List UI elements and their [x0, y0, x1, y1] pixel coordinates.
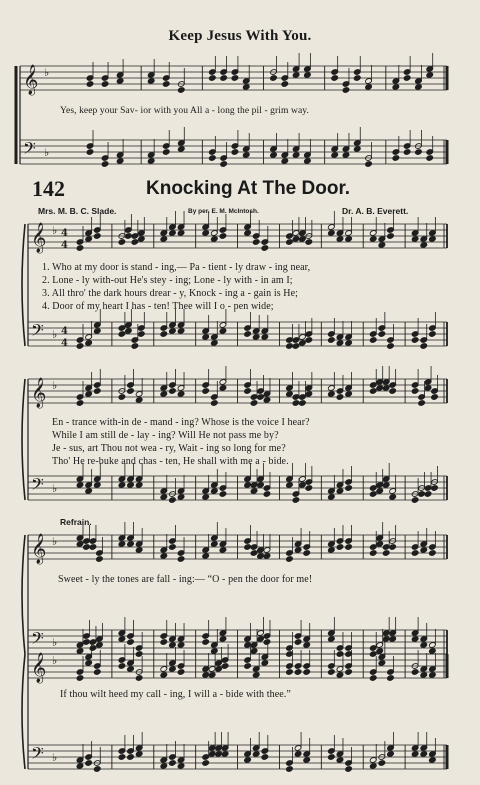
words-credit: Mrs. M. B. C. Slade.: [38, 206, 117, 216]
svg-text:♭: ♭: [52, 379, 58, 392]
svg-text:♭: ♭: [52, 636, 58, 649]
previous-hymn-title: Keep Jesus With You.: [168, 28, 312, 44]
svg-text:𝄞: 𝄞: [31, 653, 47, 683]
lyric-line: If thou wilt heed my call - ing, I will a - bide with thee.”: [60, 689, 291, 700]
hymn-title: Knocking At The Door.: [146, 178, 351, 199]
lyric-line: 1. Who at my door is stand - ing,— Pa - tient - ly draw - ing near,: [42, 262, 311, 273]
lyric-line: 2. Lone - ly with-out He's stey - ing; Lone - ly with - in am I;: [42, 275, 293, 286]
lyric-line: 4. Door of my heart I has - ten! Thee will I o - pen wide;: [42, 301, 274, 312]
permission-credit: By per. E. M. McIntosh.: [188, 208, 259, 215]
svg-text:𝄞: 𝄞: [23, 65, 39, 95]
hymn-number: 142: [32, 176, 65, 201]
svg-text:4: 4: [61, 338, 68, 349]
svg-text:♭: ♭: [52, 224, 58, 237]
lyric-line: Je - sus, art Thou not wea - ry, Wait - ing so long for me?: [52, 443, 286, 454]
svg-text:𝄢: 𝄢: [31, 320, 44, 344]
previous-hymn-lyric: Yes, keep your Sav- ior with you All a - long the pil - grim way.: [60, 106, 309, 116]
svg-text:𝄢: 𝄢: [31, 743, 44, 767]
svg-text:𝄞: 𝄞: [31, 378, 47, 408]
svg-text:𝄢: 𝄢: [23, 138, 36, 162]
svg-text:♭: ♭: [44, 146, 50, 159]
svg-text:𝄢: 𝄢: [31, 474, 44, 498]
svg-text:♭: ♭: [52, 482, 58, 495]
lyric-line: Sweet - ly the tones are fall - ing:— “O - pen the door for me!: [58, 574, 313, 585]
svg-text:4: 4: [61, 240, 68, 251]
svg-text:4: 4: [61, 228, 68, 239]
lyric-line: 3. All thro' the dark hours drear - y, Knock - ing a - gain is He;: [42, 288, 299, 299]
svg-text:♭: ♭: [44, 66, 50, 79]
svg-text:♭: ♭: [52, 654, 58, 667]
svg-text:4: 4: [61, 326, 68, 337]
svg-text:𝄢: 𝄢: [31, 628, 44, 652]
lyric-line: En - trance with-in de - mand - ing? Whose is the voice I hear?: [52, 417, 310, 428]
svg-text:♭: ♭: [52, 751, 58, 764]
lyric-line: While I am still de - lay - ing? Will He not pass me by?: [52, 430, 279, 441]
svg-text:♭: ♭: [52, 328, 58, 341]
music-credit: Dr. A. B. Everett.: [342, 206, 409, 216]
refrain-label: Refrain.: [60, 517, 92, 527]
svg-text:♭: ♭: [52, 535, 58, 548]
lyric-line: Tho' He re-buke and chas - ten, He shall with me a - bide.: [52, 456, 289, 467]
svg-text:𝄞: 𝄞: [31, 534, 47, 564]
svg-text:𝄞: 𝄞: [31, 223, 47, 253]
